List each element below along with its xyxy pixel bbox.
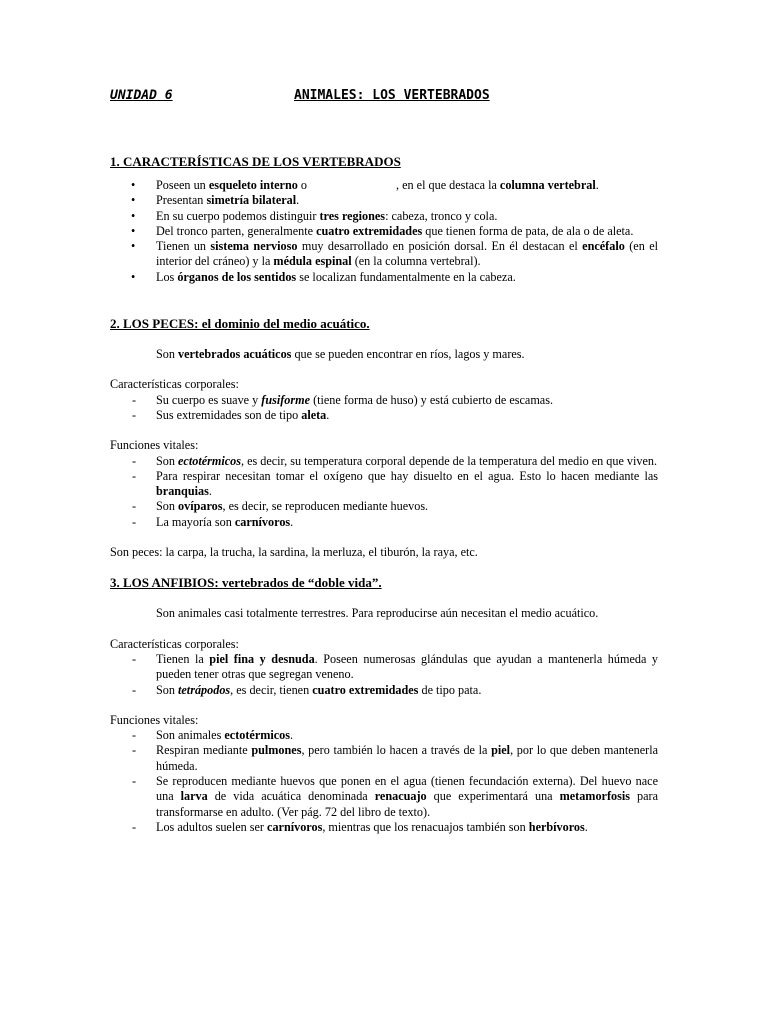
document-body (110, 153, 658, 835)
amphibian-functions-label: Funciones vitales: (110, 712, 199, 727)
unit-title: ANIMALES: LOS VERTEBRADOS (294, 88, 490, 103)
list-item: - Son ovíparos, es decir, se reproducen mediante huevos. (110, 499, 658, 514)
section-3-title: 3. LOS ANFIBIOS: vertebrados de “doble vida”. (110, 575, 382, 591)
list-item: • Tienen un sistema nervioso muy desarrollado en posición dorsal. En él destacan el encéfalo (en el interior del cráneo) y la médula espinal (en la columna vertebral). (110, 239, 658, 270)
fish-functions-label: Funciones vitales: (110, 438, 199, 453)
amphibian-functions-list (110, 728, 658, 835)
list-item: - Sus extremidades son de tipo aleta. (110, 408, 658, 423)
fish-functions-list (110, 454, 658, 530)
list-item: - Respiran mediante pulmones, pero también lo hacen a través de la piel, por lo que deben mantenerla húmeda. (110, 743, 658, 774)
list-item: - Su cuerpo es suave y fusiforme (tiene forma de huso) y está cubierto de escamas. (110, 393, 658, 408)
list-item: • Poseen un esqueleto interno o , en el que destaca la columna vertebral. (110, 178, 658, 193)
list-item: - La mayoría son carnívoros. (110, 515, 658, 530)
list-item: - Los adultos suelen ser carnívoros, mientras que los renacuajos también son herbívoros. (110, 820, 658, 835)
list-item: • En su cuerpo podemos distinguir tres regiones: cabeza, tronco y cola. (110, 209, 658, 224)
list-item: - Se reproducen mediante huevos que ponen en el agua (tienen fecundación externa). Del huevo nace una larva de vida acuática denominada renacuajo que experimentará una metamorfosis para transformarse en adulto. (Ver pág. 72 del libro de texto). (110, 774, 658, 820)
list-item: • Presentan simetría bilateral. (110, 193, 658, 208)
amphibian-body-label: Características corporales: (110, 636, 239, 651)
list-item: • Los órganos de los sentidos se localizan fundamentalmente en la cabeza. (110, 270, 658, 285)
list-item: - Son ectotérmicos, es decir, su temperatura corporal depende de la temperatura del medio en que viven. (110, 454, 658, 469)
amphibian-body-list (110, 652, 658, 698)
unit-label: UNIDAD 6 (110, 88, 173, 103)
fish-intro: Son vertebrados acuáticos que se pueden encontrar en ríos, lagos y mares. (156, 347, 525, 362)
vertebrate-traits-list (110, 178, 658, 285)
list-item: - Para respirar necesitan tomar el oxígeno que hay disuelto en el agua. Esto lo hacen mediante las branquias. (110, 469, 658, 500)
section-1-title: 1. CARACTERÍSTICAS DE LOS VERTEBRADOS (110, 154, 401, 169)
list-item: • Del tronco parten, generalmente cuatro extremidades que tienen forma de pata, de ala o de aleta. (110, 224, 658, 239)
document-header (110, 88, 658, 106)
list-item: - Son animales ectotérmicos. (110, 728, 658, 743)
fish-examples: Son peces: la carpa, la trucha, la sardina, la merluza, el tiburón, la raya, etc. (110, 545, 478, 560)
fish-body-list (110, 393, 658, 424)
amphibian-intro: Son animales casi totalmente terrestres. Para reproducirse aún necesitan el medio acuático. (156, 606, 599, 621)
list-item: - Son tetrápodos, es decir, tienen cuatro extremidades de tipo pata. (110, 683, 658, 698)
section-2-title: 2. LOS PECES: el dominio del medio acuático. (110, 316, 370, 332)
fish-body-label: Características corporales: (110, 377, 239, 392)
list-item: - Tienen la piel fina y desnuda. Poseen numerosas glándulas que ayudan a mantenerla húmeda y pueden tener otras que segregan veneno. (110, 652, 658, 683)
